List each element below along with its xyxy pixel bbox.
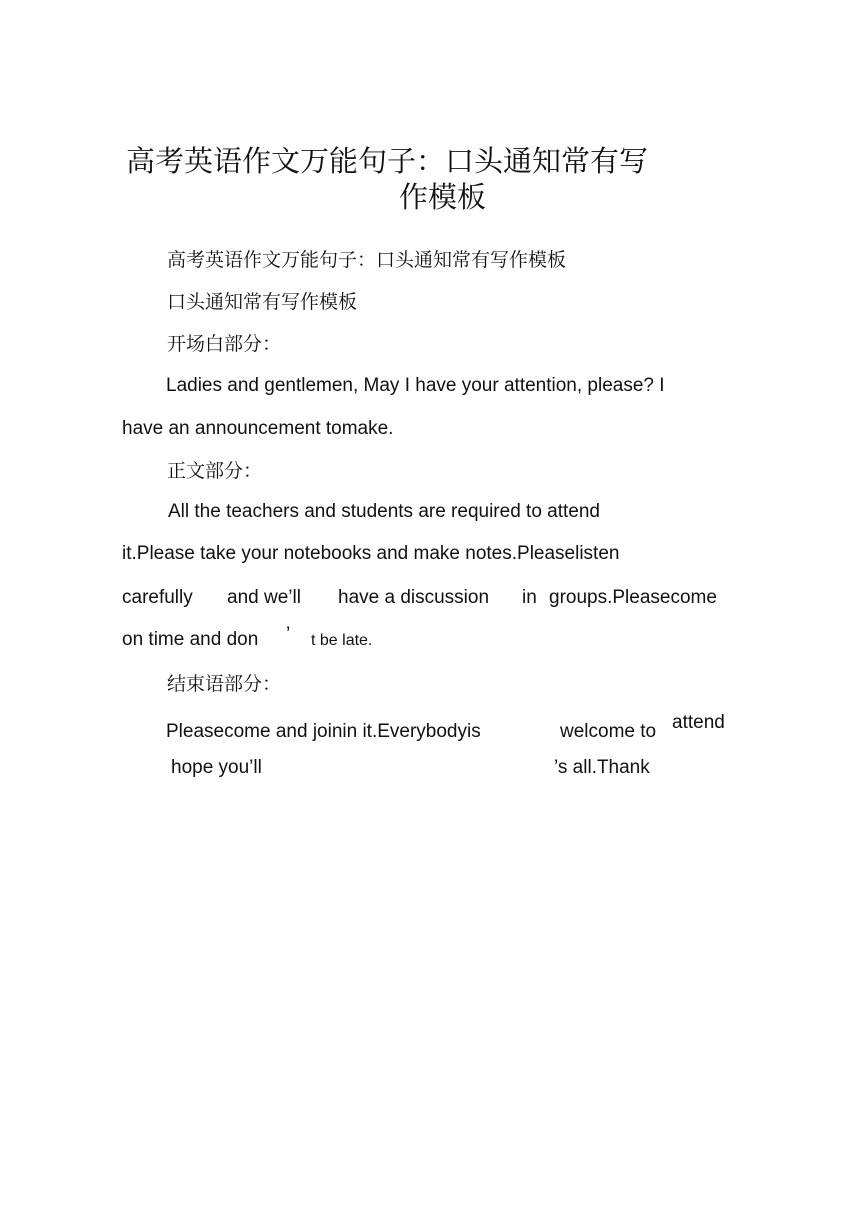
body-text-line-2: it.Please take your notebooks and make notes.Pleaselisten bbox=[122, 543, 620, 564]
body-text-line-3-part-4: in bbox=[522, 587, 537, 608]
body-text-line-4-part-1: on time and don bbox=[122, 629, 259, 650]
closing-text-line-2-part-1: hope you’ll bbox=[171, 757, 262, 778]
document-subheading: 口头通知常有写作模板 bbox=[167, 291, 358, 313]
closing-text-line-1-part-3: attend bbox=[672, 712, 725, 733]
body-text-line-4-part-3: t be late. bbox=[311, 632, 373, 649]
body-section-heading: 正文部分： bbox=[167, 460, 263, 482]
body-text-line-1: All the teachers and students are required to attend bbox=[168, 501, 600, 522]
body-text-line-3-part-1: carefully bbox=[122, 587, 193, 608]
body-text-line-4-part-2: ’ bbox=[286, 624, 291, 645]
closing-section-heading: 结束语部分： bbox=[167, 673, 282, 695]
body-text-line-3-part-5: groups.Pleasecome bbox=[549, 587, 717, 608]
body-text-line-3-part-2: and we’ll bbox=[227, 587, 301, 608]
closing-text-line-2-part-2: ’s all.Thank bbox=[554, 757, 650, 778]
opening-section-heading: 开场白部分： bbox=[167, 333, 282, 355]
document-title-line-1: 高考英语作文万能句子：口头通知常有写 bbox=[126, 144, 649, 178]
body-text-line-3-part-3: have a discussion bbox=[338, 587, 490, 608]
document-subtitle: 高考英语作文万能句子：口头通知常有写作模板 bbox=[167, 249, 567, 271]
closing-text-line-1-part-2: welcome to bbox=[560, 721, 657, 742]
closing-text-line-1-part-1: Pleasecome and joinin it.Everybodyis bbox=[166, 721, 481, 742]
opening-text-line-1: Ladies and gentlemen, May I have your attention, please? I bbox=[166, 375, 665, 396]
opening-text-line-2: have an announcement tomake. bbox=[122, 418, 394, 439]
document-title-line-2: 作模板 bbox=[399, 180, 487, 214]
